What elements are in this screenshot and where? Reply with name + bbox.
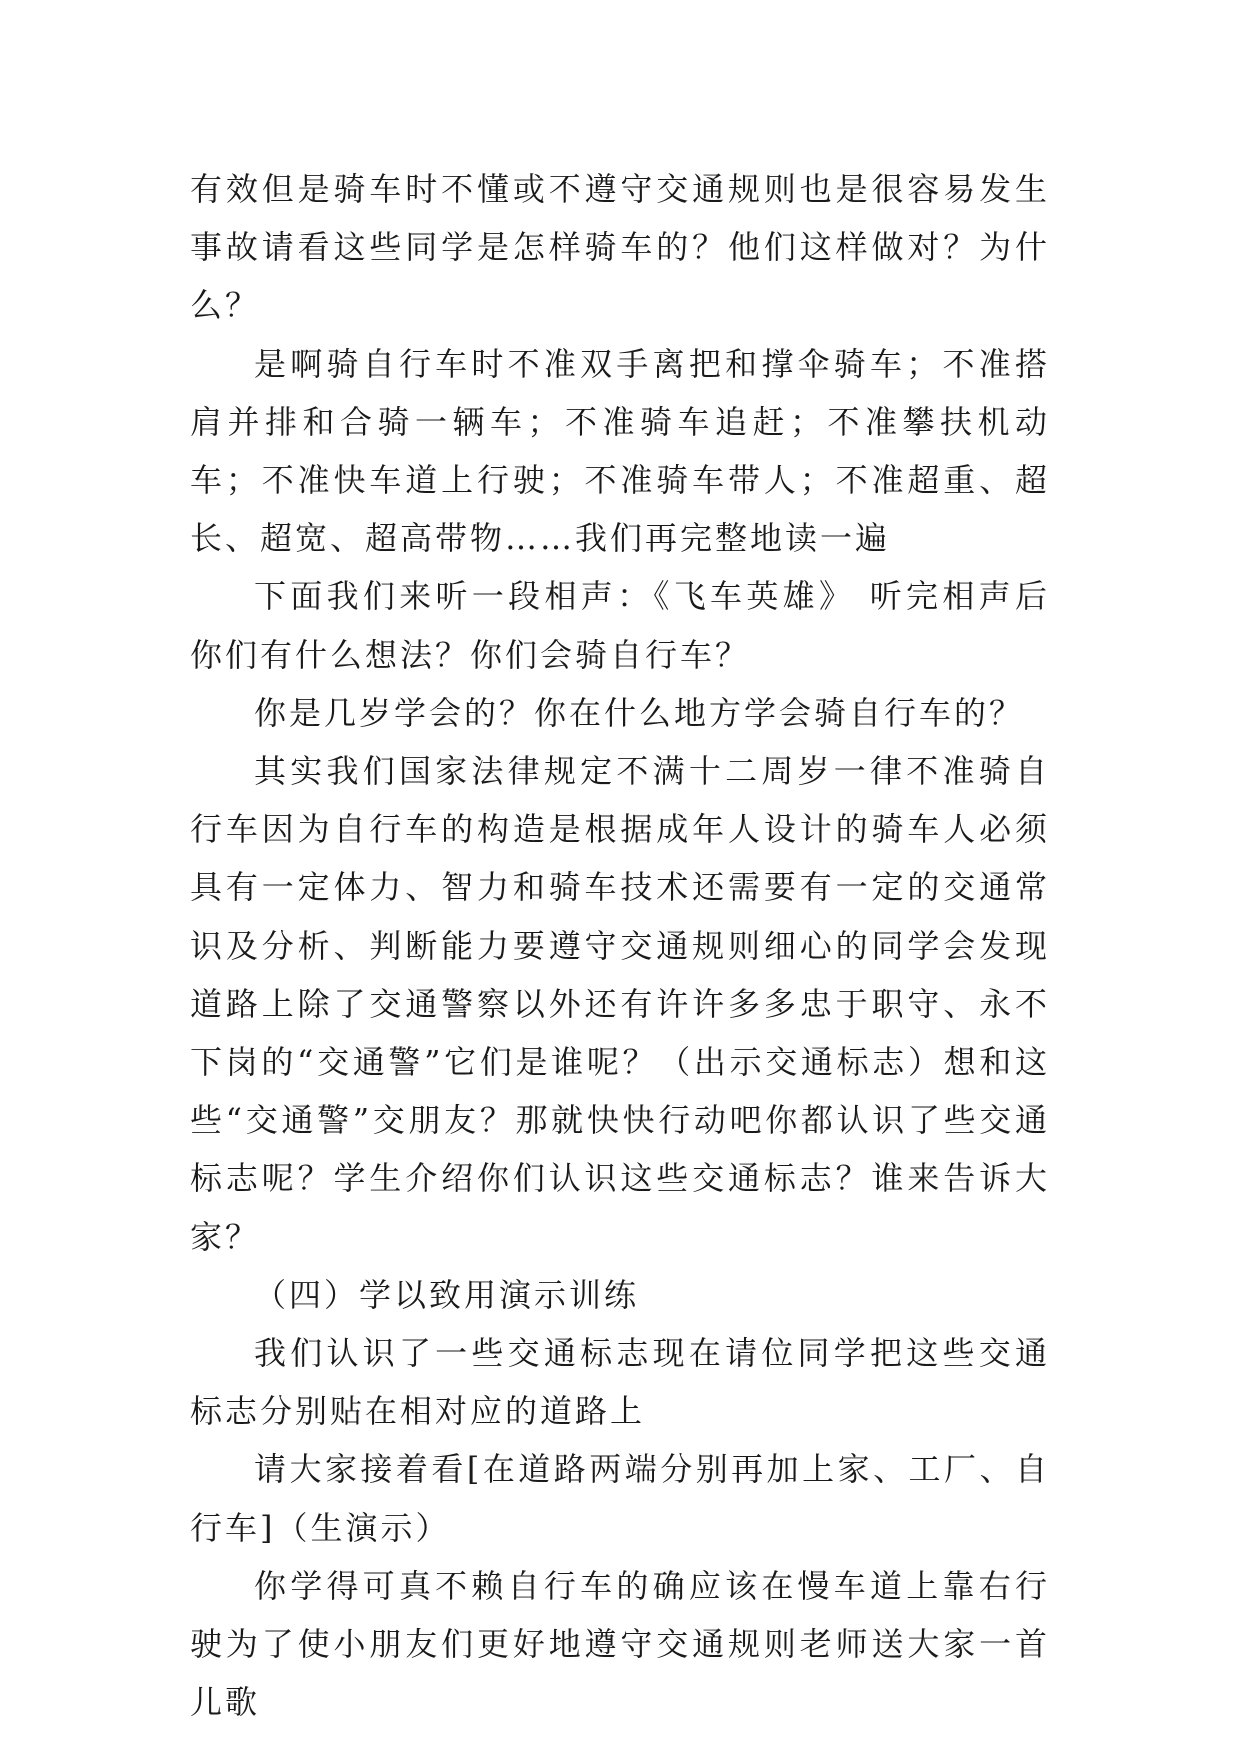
paragraph-1: 有效但是骑车时不懂或不遵守交通规则也是很容易发生事故请看这些同学是怎样骑车的？他们这样做对？为什么？	[190, 170, 1050, 325]
section-heading: （四）学以致用演示训练	[254, 1275, 640, 1314]
paragraph-4: 你是几岁学会的？你在什么地方学会骑自行车的？	[254, 693, 1025, 732]
paragraph-8: 你学得可真不赖自行车的确应该在慢车道上靠右行驶为了使小朋友们更好地遵守交通规则老师送大家一首儿歌	[190, 1566, 1050, 1722]
paragraph-6: 我们认识了一些交通标志现在请位同学把这些交通标志分别贴在相对应的道路上	[190, 1334, 1050, 1431]
document-body	[190, 160, 1050, 1731]
paragraph-5: 其实我们国家法律规定不满十二周岁一律不准骑自行车因为自行车的构造是根据成年人设计的骑车人必须具有一定体力、智力和骑车技术还需要有一定的交通常识及分析、判断能力要遵守交通规则细心的同学会发现道路上除了交通警察以外还有许许多多忠于职守、永不下岗的“交通警”它们是谁呢？（出示交通标志）想和这些“交通警”交朋友？那就快快行动吧你都认识了些交通标志呢？学生介绍你们认识这些交通标志？谁来告诉大家？	[190, 752, 1050, 1256]
paragraph-2: 是啊骑自行车时不准双手离把和撑伞骑车；不准搭肩并排和合骑一辆车；不准骑车追赶；不准攀扶机动车；不准快车道上行驶；不准骑车带人；不准超重、超长、超宽、超高带物……我们再完整地读一遍	[190, 344, 1050, 558]
paragraph-3: 下面我们来听一段相声：《飞车英雄》 听完相声后你们有什么想法？你们会骑自行车？	[190, 577, 1050, 674]
paragraph-7: 请大家接着看[在道路两端分别再加上家、工厂、自行车]（生演示）	[190, 1450, 1050, 1547]
